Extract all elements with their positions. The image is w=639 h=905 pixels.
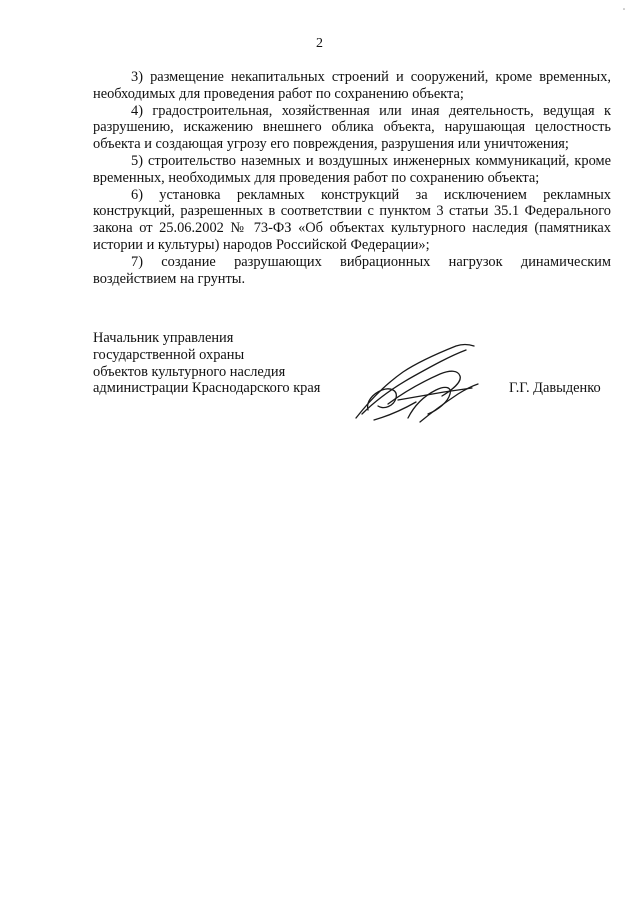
signatory-name: Г.Г. Давыденко [509, 380, 601, 396]
position-line: Начальник управления [93, 330, 234, 346]
signatory-position [93, 330, 320, 397]
document-body [93, 69, 611, 287]
paragraph-item-7: 7) создание разрушающих вибрационных нагрузок динамическим воздействием на грунты. [93, 253, 611, 287]
paragraph-item-5: 5) строительство наземных и воздушных инженерных коммуникаций, кроме временных, необходимых для проведения работ по сохранению объекта; [93, 152, 611, 186]
scan-speck-icon [621, 6, 627, 12]
signature-block [93, 330, 613, 450]
position-line: администрации Краснодарского края [93, 380, 321, 397]
position-line: объектов культурного наследия [93, 363, 286, 380]
position-line: государственной охраны [93, 346, 245, 363]
page-number: 2 [316, 36, 323, 51]
paragraph-item-3: 3) размещение некапитальных строений и сооружений, кроме временных, необходимых для проведения работ по сохранению объекта; [93, 69, 611, 102]
paragraph-item-4: 4) градостроительная, хозяйственная или иная деятельность, ведущая к разрушению, искажению внешнего облика объекта, нарушающая целостность объекта и создающая угрозу его повреждения, разрушения или уничтожения; [93, 102, 611, 153]
handwritten-signature [348, 340, 483, 425]
paragraph-item-6: 6) установка рекламных конструкций за исключением рекламных конструкций, разрешенных в соответствии с пунктом 3 статьи 35.1 Федерального закона от 25.06.2002 № 73-ФЗ «Об объектах культурного наследия (памятниках истории и культуры) народов Российской Федерации»; [93, 186, 611, 253]
